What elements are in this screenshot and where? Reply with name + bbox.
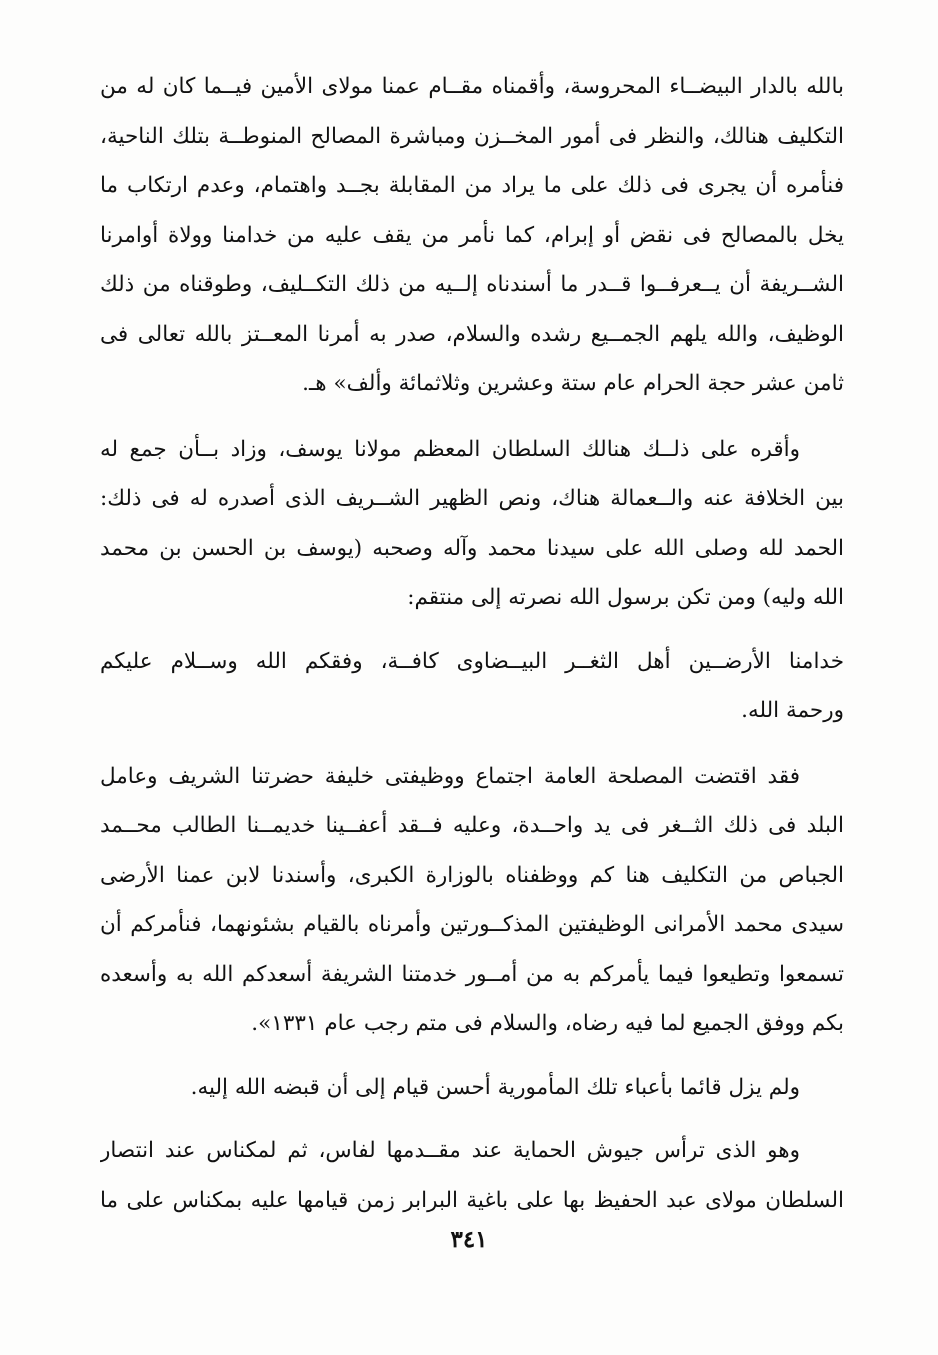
text-line: بكم ووفق الجميع لما فيه رضاه، والسلام فى متم رجب عام ١٣٣١». (251, 1011, 844, 1036)
text-line: الشــريفة أن يــعرفــوا قــدر ما أسندناه إلــيه من ذلك التكــليف، وطوقناه من ذلك (100, 272, 844, 297)
text-line: يخل بالمصالح فى نقض أو إبرام، كما نأمر من يقف عليه من خدامنا وولاة أوامرنا (100, 222, 844, 248)
paragraph-gap (100, 623, 844, 637)
text-line: فنأمره أن يجرى فى ذلك على ما يراد من المقابلة بجــد واهتمام، وعدم ارتكاب ما (100, 173, 844, 198)
paragraph-gap (100, 1112, 844, 1126)
text-line: الله وليه) ومن تكن برسول الله نصرته إلى منتقم: (407, 585, 844, 610)
page-number: ٣٤١ (450, 1226, 488, 1253)
text-line: خدامنا الأرضــين أهل الثغــر البيــضاوى كافــة، وفقكم الله وســلام عليكم (100, 648, 844, 674)
paragraph-gap (100, 409, 844, 425)
text-line: الجباص من التكليف هنا كم ووظفناه بالوزارة الكبرى، وأسندنا لابن عمنا الأرضى (100, 862, 844, 888)
document-body (100, 62, 844, 1225)
text-line: ورحمة الله. (741, 698, 844, 723)
text-line: ثامن عشر حجة الحرام عام ستة وعشرين وثلاثمائة وألف» هـ. (302, 371, 844, 396)
paragraph-gap (100, 736, 844, 752)
text-line: الحمد لله وصلى الله على سيدنا محمد وآله وصحبه (يوسف بن الحسن بن محمد (100, 535, 844, 561)
text-line: وهو الذى ترأس جيوش الحماية عند مقــدمها لفاس، ثم لمكناس عند انتصار (100, 1138, 800, 1163)
paragraph-6 (100, 1126, 844, 1225)
paragraph-2 (100, 425, 844, 623)
text-line: التكليف هنالك، والنظر فى أمور المخــزن ومباشرة المصالح المنوطــة بتلك الناحية، (100, 123, 844, 149)
paragraph-4 (100, 752, 844, 1049)
text-line: بين الخلافة عنه والــعمالة هناك، ونص الظهير الشــريف الذى أصدره له فى ذلك: (100, 486, 844, 511)
text-line: تسمعوا وتطيعوا فيما يأمركم به من أمــور خدمتنا الشريفة أسعدكم الله به وأسعده (100, 961, 844, 987)
text-line: سيدى محمد الأمرانى الوظيفتين المذكــورتين وأمرناه بالقيام بشئونهما، فنأمركم أن (100, 912, 844, 937)
paragraph-gap (100, 1049, 844, 1063)
paragraph-1 (100, 62, 844, 409)
text-line: ولم يزل قائما بأعباء تلك المأمورية أحسن قيام إلى أن قبضه الله إليه. (190, 1074, 800, 1100)
paragraph-3 (100, 637, 844, 736)
text-line: السلطان مولاى عبد الحفيظ بها على باغية البرابر زمن قيامها عليه بمكناس على ما (100, 1187, 844, 1213)
text-line: فقد اقتضت المصلحة العامة اجتماع ووظيفتى خليفة حضرتنا الشريف وعامل (100, 763, 800, 789)
paragraph-5 (100, 1063, 844, 1113)
text-line: بالله بالدار البيضــاء المحروسة، وأقمناه مقــام عمنا مولاى الأمين فيــما كان له من (100, 74, 844, 99)
text-line: الوظيف، والله يلهم الجمــيع رشده والسلام، صدر به أمرنا المعــتز بالله تعالى فى (100, 321, 844, 347)
text-line: وأقره على ذلــك هنالك السلطان المعظم مولانا يوسف، وزاد بــأن جمع له (100, 436, 800, 462)
text-line: البلد فى ذلك الثــغر فى يد واحــدة، وعليه فــقد أعفــينا خديمــنا الطالب محــمد (100, 813, 844, 838)
